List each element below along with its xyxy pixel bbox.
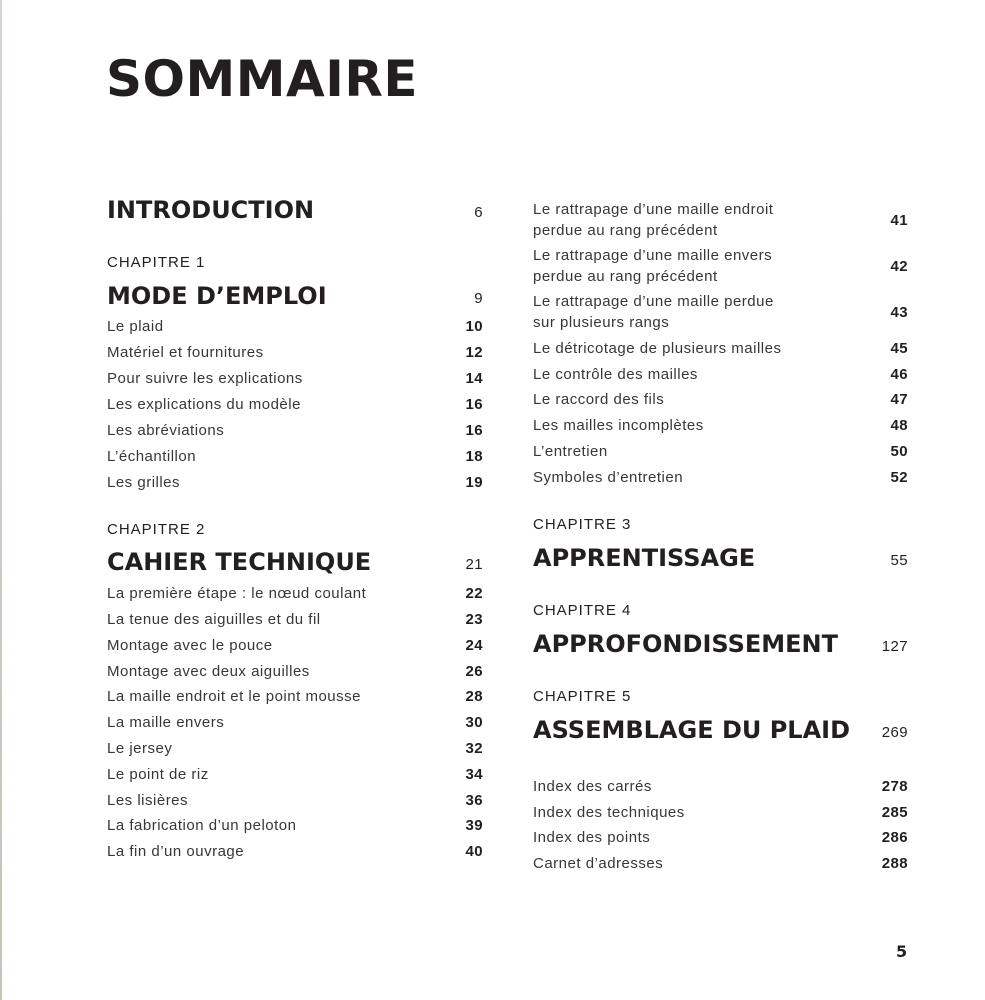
page-ref: 23 [465, 611, 483, 628]
entry-label: La fin d’un ouvrage [107, 843, 245, 860]
page-ref: 28 [465, 688, 483, 705]
toc-entry[interactable] [107, 764, 483, 785]
page-ref: 34 [465, 766, 483, 783]
chapter-label-1: CHAPITRE 1 [107, 254, 206, 271]
page-ref: 55 [890, 552, 908, 569]
entry-label: Le raccord des fils [533, 391, 665, 408]
toc-chapter-5[interactable] [533, 718, 908, 743]
toc-entry[interactable] [107, 841, 483, 862]
page-ref: 24 [465, 637, 483, 654]
page-ref: 10 [465, 318, 483, 335]
toc-entry[interactable] [107, 446, 483, 467]
entry-label: Les lisières [107, 792, 189, 809]
entry-label: Index des techniques [533, 804, 685, 821]
toc-entry[interactable] [107, 583, 483, 604]
entry-label-line2: perdue au rang précédent [533, 222, 718, 239]
page-ref: 43 [890, 304, 908, 321]
page-ref: 6 [474, 204, 483, 221]
toc-entry[interactable] [533, 199, 908, 241]
toc-entry[interactable] [107, 420, 483, 441]
entry-label: Les grilles [107, 474, 181, 491]
toc-entry[interactable] [107, 686, 483, 707]
toc-entry[interactable] [533, 389, 908, 410]
page-ref: 22 [465, 585, 483, 602]
entry-label: La maille endroit et le point mousse [107, 688, 361, 705]
toc-entry[interactable] [107, 815, 483, 836]
page-ref: 16 [465, 422, 483, 439]
entry-label: La première étape : le nœud coulant [107, 585, 367, 602]
toc-entry[interactable] [533, 802, 908, 823]
toc-entry[interactable] [107, 342, 483, 363]
entry-label: Carnet d’adresses [533, 855, 664, 872]
toc-introduction[interactable] [107, 198, 483, 223]
toc-entry[interactable] [533, 338, 908, 359]
page-ref: 46 [890, 366, 908, 383]
entry-label: Montage avec deux aiguilles [107, 663, 310, 680]
toc-entry[interactable] [107, 368, 483, 389]
toc-entry[interactable] [107, 635, 483, 656]
toc-entry[interactable] [107, 609, 483, 630]
page-ref: 12 [465, 344, 483, 361]
section-title: INTRODUCTION [107, 196, 315, 224]
chapter-label-4: CHAPITRE 4 [533, 602, 632, 619]
toc-entry[interactable] [107, 394, 483, 415]
toc-entry[interactable] [107, 712, 483, 733]
entry-label: Matériel et fournitures [107, 344, 264, 361]
toc-chapter-3[interactable] [533, 546, 908, 571]
entry-label-line1: Le rattrapage d’une maille endroit [533, 201, 774, 218]
page-ref: 26 [465, 663, 483, 680]
page-ref: 278 [881, 778, 908, 795]
entry-label: L’échantillon [107, 448, 197, 465]
entry-label: Le jersey [107, 740, 173, 757]
entry-label-line1: Le rattrapage d’une maille envers [533, 247, 773, 264]
toc-entry[interactable] [107, 738, 483, 759]
toc-entry[interactable] [107, 472, 483, 493]
entry-label: Le point de riz [107, 766, 209, 783]
chapter-title: MODE D’EMPLOI [107, 282, 327, 310]
entry-label: L’entretien [533, 443, 608, 460]
page-ref: 36 [465, 792, 483, 809]
entry-label-line1: Le rattrapage d’une maille perdue [533, 293, 774, 310]
toc-entry[interactable] [533, 364, 908, 385]
page-edge [0, 0, 2, 1000]
page-ref: 269 [881, 724, 908, 741]
entry-label: Les abréviations [107, 422, 225, 439]
entry-label-line2: perdue au rang précédent [533, 268, 718, 285]
page-ref: 288 [881, 855, 908, 872]
chapter-label-2: CHAPITRE 2 [107, 521, 206, 538]
chapter-title: APPRENTISSAGE [533, 544, 756, 572]
page-ref: 21 [465, 556, 483, 573]
chapter-label-5: CHAPITRE 5 [533, 688, 632, 705]
entry-label: Le détricotage de plusieurs mailles [533, 340, 782, 357]
toc-entry[interactable] [107, 661, 483, 682]
chapter-title: ASSEMBLAGE DU PLAID [533, 716, 851, 744]
page-ref: 286 [881, 829, 908, 846]
entry-label: Index des carrés [533, 778, 652, 795]
entry-label: La fabrication d’un peloton [107, 817, 297, 834]
chapter-title: CAHIER TECHNIQUE [107, 548, 372, 576]
entry-label: La tenue des aiguilles et du fil [107, 611, 321, 628]
toc-chapter-1[interactable] [107, 284, 483, 309]
page-ref: 39 [465, 817, 483, 834]
page-ref: 30 [465, 714, 483, 731]
chapter-title: APPROFONDISSEMENT [533, 630, 838, 658]
entry-label: Pour suivre les explications [107, 370, 303, 387]
toc-entry[interactable] [533, 441, 908, 462]
entry-label: Montage avec le pouce [107, 637, 273, 654]
chapter-label-3: CHAPITRE 3 [533, 516, 632, 533]
entry-label-line2: sur plusieurs rangs [533, 314, 670, 331]
toc-entry[interactable] [533, 291, 908, 333]
toc-entry[interactable] [533, 776, 908, 797]
entry-label: La maille envers [107, 714, 225, 731]
page-ref: 48 [890, 417, 908, 434]
page-ref: 40 [465, 843, 483, 860]
page-ref: 52 [890, 469, 908, 486]
page-ref: 50 [890, 443, 908, 460]
page-ref: 32 [465, 740, 483, 757]
toc-entry[interactable] [107, 790, 483, 811]
toc-entry[interactable] [533, 827, 908, 848]
entry-label: Les explications du modèle [107, 396, 301, 413]
page-ref: 45 [890, 340, 908, 357]
page-ref: 41 [890, 212, 908, 229]
page-ref: 16 [465, 396, 483, 413]
toc-chapter-2[interactable] [107, 550, 483, 575]
page-ref: 19 [465, 474, 483, 491]
toc-chapter-4[interactable] [533, 632, 908, 657]
entry-label: Symboles d’entretien [533, 469, 684, 486]
page-ref: 285 [881, 804, 908, 821]
toc-entry[interactable] [107, 316, 483, 337]
toc-entry[interactable] [533, 467, 908, 488]
toc-entry[interactable] [533, 245, 908, 287]
entry-label: Index des points [533, 829, 651, 846]
page-ref: 47 [890, 391, 908, 408]
page-ref: 14 [465, 370, 483, 387]
page-ref: 42 [890, 258, 908, 275]
toc-entry[interactable] [533, 415, 908, 436]
page-title: SOMMAIRE [106, 50, 418, 108]
page-number: 5 [896, 942, 908, 961]
toc-entry[interactable] [533, 853, 908, 874]
entry-label: Les mailles incomplètes [533, 417, 704, 434]
page-ref: 9 [474, 290, 483, 307]
page-ref: 18 [465, 448, 483, 465]
entry-label: Le plaid [107, 318, 164, 335]
entry-label: Le contrôle des mailles [533, 366, 698, 383]
page-ref: 127 [881, 638, 908, 655]
